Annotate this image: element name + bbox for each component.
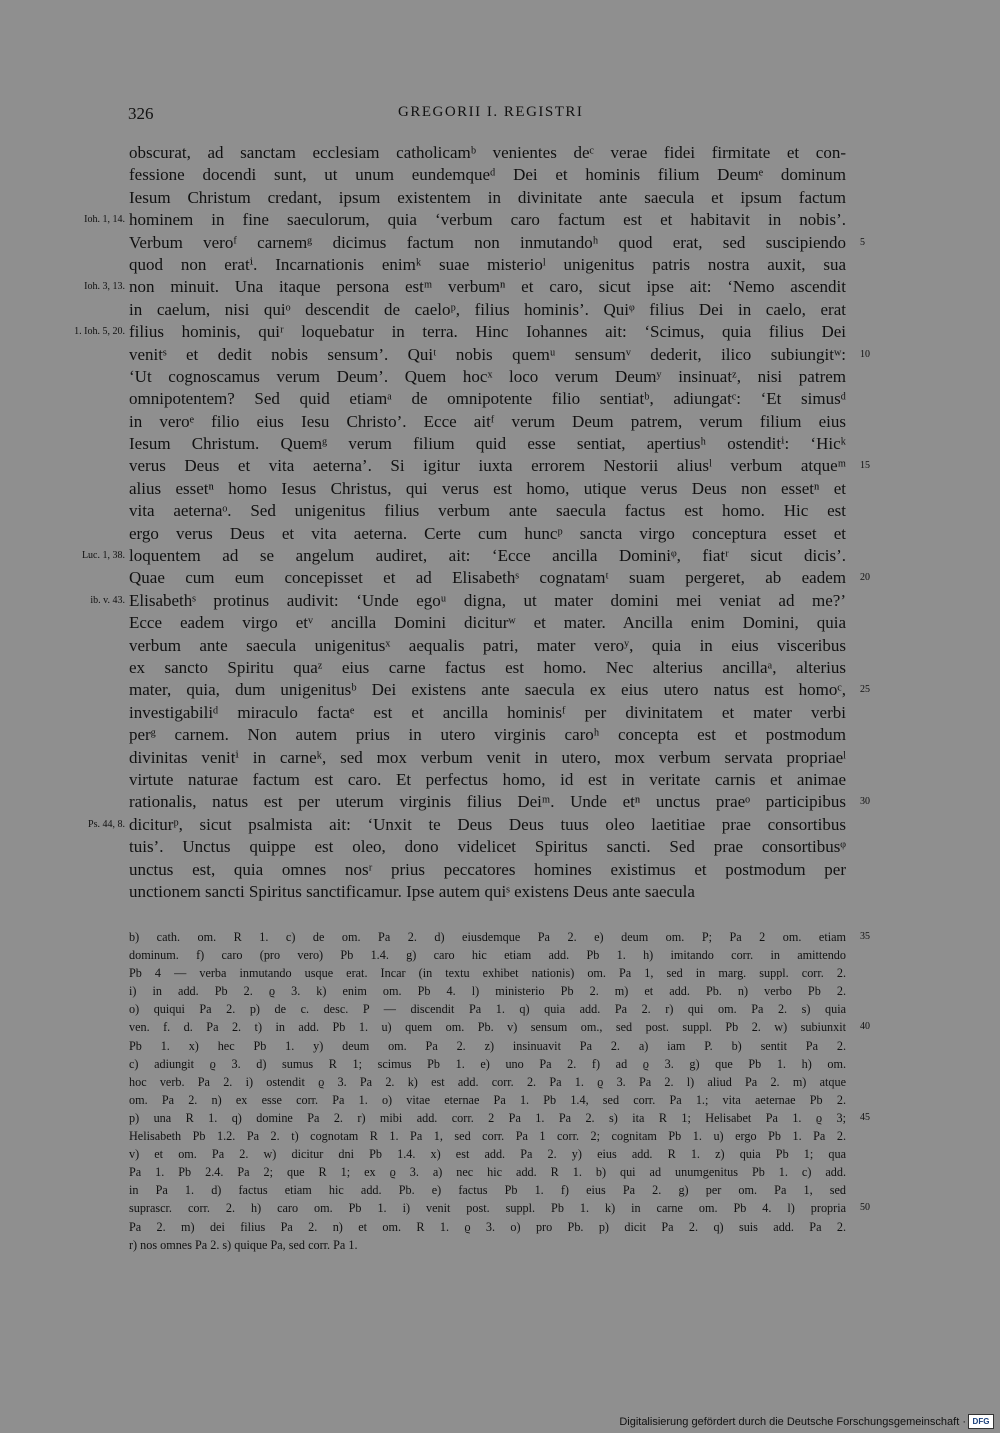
line-text: fessione docendi sunt, ut unum eundemqueᵈ Dei et hominis filium Deumᵉ dominum xyxy=(129,165,846,185)
footnote-text: v) et om. Pa 2. w) dicitur dni Pb 1.4. x) est add. Pa 2. y) eius add. R 1. z) quia Pb 1; qua xyxy=(129,1147,846,1162)
text-line xyxy=(0,366,1000,388)
footnote-line xyxy=(0,928,1000,946)
text-line xyxy=(0,814,1000,836)
line-text: obscurat, ad sanctam ecclesiam catholicamᵇ venientes deᶜ verae fidei firmitate et con- xyxy=(129,143,846,162)
footnote-text: Pb 4 — verba inmutando usque erat. Incar (in textu exhibet nationis) om. Pa 1, sed in marg. suppl. corr. 2. xyxy=(129,966,846,981)
line-text: verbum ante saecula unigenitusˣ aequalis patri, mater veroʸ, quia in eius visceribus xyxy=(129,635,846,655)
text-line xyxy=(0,209,1000,231)
footnote-text: o) quiqui Pa 2. p) de c. desc. P — discendit Pa 1. q) quia add. Pa 2. r) qui om. Pa 2. s) quia xyxy=(129,1002,846,1017)
line-number: 10 xyxy=(860,348,870,360)
line-text: in caelum, nisi quiᵒ descendit de caeloᵖ, filius hominis’. Quiᵠ filius Dei in caelo, erat xyxy=(129,299,846,319)
line-text: mater, quia, dum unigenitusᵇ Dei existens ante saecula ex eius utero natus est homoᶜ, xyxy=(129,680,846,700)
dfg-logo-icon: DFG xyxy=(968,1414,994,1429)
line-text: hominem in fine saeculorum, quia ‘verbum caro factum est et habitavit in nobis’. xyxy=(129,210,846,230)
text-line xyxy=(0,164,1000,186)
line-number: 35 xyxy=(860,931,870,942)
footnote-line xyxy=(0,1055,1000,1073)
line-text: rationalis, natus est per uterum virginis filius Deiᵐ. Unde etⁿ unctus praeᵒ participibus xyxy=(129,792,846,812)
line-text: venitˢ et dedit nobis sensum’. Quiᵗ nobis quemᵘ sensumᵛ dederit, ilico subiungitʷ: xyxy=(129,344,846,364)
text-line xyxy=(0,724,1000,746)
text-line xyxy=(0,321,1000,343)
line-number: 50 xyxy=(860,1202,870,1214)
text-line xyxy=(0,590,1000,612)
line-text: filius hominis, quiʳ loquebatur in terra. Hinc Iohannes ait: ‘Scimus, quia filius Dei xyxy=(129,322,846,342)
footnote-line xyxy=(0,1163,1000,1181)
line-number: 40 xyxy=(860,1021,870,1033)
footer-bar xyxy=(0,1411,1000,1433)
line-text: divinitas venitⁱ in carneᵏ, sed mox verbum venit in utero, mox verbum servata propriaeˡ xyxy=(129,747,846,767)
text-line xyxy=(0,187,1000,209)
text-line xyxy=(0,836,1000,858)
line-text: non minuit. Una itaque persona estᵐ verbumⁿ et caro, sicut ipse ait: ‘Nemo ascendit xyxy=(129,277,846,297)
footnote-text: om. Pa 2. n) ex esse corr. Pa 1. o) vitae eternae Pa 1. Pb 1.4, sed corr. Pa 1.; vita aeternae Pb 2. xyxy=(129,1092,846,1107)
footnote-text: Pa 2. m) dei filius Pa 2. n) et om. R 1. ϱ 3. o) pro Pb. p) dicit Pa 2. q) suis add. Pa 2. xyxy=(129,1219,846,1234)
footnote-line xyxy=(0,982,1000,1000)
line-text: ex sancto Spiritu quaᶻ eius carne factus est homo. Nec alterius ancillaᵃ, alterius xyxy=(129,657,846,677)
text-line xyxy=(0,299,1000,321)
footnotes xyxy=(0,928,1000,1254)
line-number: 45 xyxy=(860,1111,870,1123)
footnote-text: Helisabeth Pb 1.2. Pa 2. t) cognotam R 1. Pa 1, sed corr. Pa 1 corr. 2; cognitam Pb 1. u) ergo Pb 1. Pa 2. xyxy=(129,1129,846,1144)
footnote-line xyxy=(0,946,1000,964)
footnote-text: b) cath. om. R 1. c) de om. Pa 2. d) eiusdemque Pa 2. e) deum om. P; Pa 2 om. etiam xyxy=(129,930,846,944)
line-text: alius essetⁿ homo Iesus Christus, qui verus est homo, utique verus Deus non essetⁿ et xyxy=(129,478,846,498)
footnote-text: dominum. f) caro (pro vero) Pb 1.4. g) caro hic etiam add. Pb 1. h) imitando corr. in amittendo xyxy=(129,948,846,963)
line-text: unctus est, quia omnes nosʳ prius peccatores homines existimus et postmodum per xyxy=(129,859,846,879)
scripture-reference: Ioh. 1, 14. xyxy=(84,214,125,226)
text-line xyxy=(0,276,1000,298)
text-line xyxy=(0,657,1000,679)
footnote-text: suprascr. corr. 2. h) caro om. Pb 1. i) venit post. suppl. Pb 1. k) in carne om. Pb 4. l) propria xyxy=(129,1201,846,1216)
line-text: perᵍ carnem. Non autem prius in utero virginis caroʰ concepta est et postmodum xyxy=(129,725,846,745)
footnote-line xyxy=(0,1218,1000,1236)
footnote-line xyxy=(0,1236,1000,1254)
footnote-text: p) una R 1. q) domine Pa 2. r) mibi add. corr. 2 Pa 1. Pa 2. s) ita R 1; Helisabet Pa 1. ϱ 3; xyxy=(129,1110,846,1125)
text-line xyxy=(0,232,1000,254)
line-number: 30 xyxy=(860,796,870,808)
text-line xyxy=(0,455,1000,477)
line-text: unctionem sancti Spiritus sanctificamur. Ipse autem quiˢ existens Deus ante saecula xyxy=(129,881,695,901)
footnote-line xyxy=(0,1000,1000,1018)
footnote-line xyxy=(0,1018,1000,1036)
footnote-line xyxy=(0,1181,1000,1199)
footnote-text: in Pa 1. d) factus etiam hic add. Pb. e) factus Pb 1. f) eius Pa 2. g) per om. Pa 1, sed xyxy=(129,1183,846,1198)
footnote-text: c) adiungit ϱ 3. d) sumus R 1; scimus Pb 1. e) uno Pa 2. f) ad ϱ 3. g) que Pb 1. h) om. xyxy=(129,1056,846,1071)
line-text: Verbum veroᶠ carnemᵍ dicimus factum non inmutandoʰ quod erat, sed suscipiendo xyxy=(129,232,846,252)
line-text: virtute naturae factum est caro. Et perfectus homo, id est in veritate carnis et animae xyxy=(129,769,846,789)
footnote-line xyxy=(0,1037,1000,1055)
text-line xyxy=(0,545,1000,567)
text-line xyxy=(0,142,1000,164)
line-number: 20 xyxy=(860,572,870,584)
text-line xyxy=(0,478,1000,500)
scripture-reference: ib. v. 43. xyxy=(90,594,125,606)
footnote-line xyxy=(0,1145,1000,1163)
footnote-text: Pb 1. x) hec Pb 1. y) deum om. Pa 2. z) insinuavit Pa 2. a) iam P. b) sentit Pa 2. xyxy=(129,1038,846,1053)
line-number: 5 xyxy=(860,236,865,248)
text-line xyxy=(0,523,1000,545)
line-text: Iesum Christum credant, ipsum existentem in divinitate ante saecula et ipsum factum xyxy=(129,187,846,207)
scripture-reference: 1. Ioh. 5, 20. xyxy=(74,326,125,338)
line-text: investigabiliᵈ miraculo factaᵉ est et ancilla hominisᶠ per divinitatem et mater verbi xyxy=(129,702,846,722)
funding-credit: Digitalisierung gefördert durch die Deutsche Forschungsgemeinschaft · xyxy=(619,1416,966,1428)
text-line xyxy=(0,859,1000,881)
line-text: Quae cum eum concepisset et ad Elisabethˢ cognatamᵗ suam pergeret, ab eadem xyxy=(129,568,846,588)
line-text: Iesum Christum. Quemᵍ verum filium quid esse sentiat, apertiusʰ ostenditⁱ: ‘Hicᵏ xyxy=(129,434,846,454)
page-number: 326 xyxy=(128,104,154,123)
line-text: verus Deus et vita aeterna’. Si igitur iuxta errorem Nestorii aliusˡ verbum atqueᵐ xyxy=(129,456,846,476)
text-line xyxy=(0,344,1000,366)
footnote-line xyxy=(0,1127,1000,1145)
text-line xyxy=(0,411,1000,433)
line-text: quod non eratⁱ. Incarnationis enimᵏ suae misterioˡ unigenitus patris nostra auxit, sua xyxy=(129,254,846,274)
text-line xyxy=(0,769,1000,791)
line-text: diciturᵖ, sicut psalmista ait: ‘Unxit te Deus Deus tuus oleo laetitiae prae consortibus xyxy=(129,814,846,834)
text-line xyxy=(0,612,1000,634)
footnote-text: r) nos omnes Pa 2. s) quique Pa, sed corr. Pa 1. xyxy=(129,1237,358,1252)
text-line xyxy=(0,679,1000,701)
main-text xyxy=(0,142,1000,903)
line-text: Ecce eadem virgo etᵛ ancilla Domini diciturʷ et mater. Ancilla enim Domini, quia xyxy=(129,613,846,633)
line-text: in veroᵉ filio eius Iesu Christo’. Ecce aitᶠ verum Deum patrem, verum filium eius xyxy=(129,411,846,431)
page-header xyxy=(128,104,848,128)
text-line xyxy=(0,747,1000,769)
footnote-text: ven. f. d. Pa 2. t) in add. Pb 1. u) quem om. Pb. v) sensum om., sed post. suppl. Pb 2. w) subiunxit xyxy=(129,1020,846,1035)
text-line xyxy=(0,500,1000,522)
running-title: GREGORII I. REGISTRI xyxy=(398,104,584,120)
scripture-reference: Ps. 44, 8. xyxy=(88,818,125,830)
footnote-text: Pa 1. Pb 2.4. Pa 2; que R 1; ex ϱ 3. a) nec hic add. R 1. b) qui ad unumgenitus Pb 1. c) add. xyxy=(129,1165,846,1180)
line-text: omnipotentem? Sed quid etiamᵃ de omnipotente filio sentiatᵇ, adiungatᶜ: ‘Et simusᵈ xyxy=(129,389,846,409)
line-number: 25 xyxy=(860,684,870,696)
footnote-line xyxy=(0,1199,1000,1217)
footnote-line xyxy=(0,1073,1000,1091)
footnote-text: hoc verb. Pa 2. i) ostendit ϱ 3. Pa 2. k) est add. corr. 2. Pa 1. ϱ 3. Pa 2. l) aliud Pa 2. m) atque xyxy=(129,1074,846,1089)
footnote-line xyxy=(0,1109,1000,1127)
line-text: tuis’. Unctus quippe est oleo, dono videlicet Spiritus sancti. Sed prae consortibusᵠ xyxy=(129,837,846,857)
footnote-line xyxy=(0,1091,1000,1109)
footnote-text: i) in add. Pb 2. ϱ 3. k) enim om. Pb 4. l) ministerio Pb 2. m) et add. Pb. n) verbo Pb 2. xyxy=(129,984,846,999)
footnote-line xyxy=(0,964,1000,982)
scripture-reference: Ioh. 3, 13. xyxy=(84,281,125,293)
line-text: Elisabethˢ protinus audivit: ‘Unde egoᵘ digna, ut mater domini mei veniat ad me?’ xyxy=(129,590,846,610)
text-line xyxy=(0,254,1000,276)
text-line xyxy=(0,635,1000,657)
text-line xyxy=(0,433,1000,455)
line-text: ergo verus Deus et vita aeterna. Certe cum huncᵖ sancta virgo conceptura esset et xyxy=(129,523,846,543)
text-line xyxy=(0,791,1000,813)
text-line xyxy=(0,567,1000,589)
line-text: vita aeternaᵒ. Sed unigenitus filius verbum ante saecula factus est homo. Hic est xyxy=(129,501,846,521)
line-number: 15 xyxy=(860,460,870,472)
scripture-reference: Luc. 1, 38. xyxy=(81,550,125,562)
text-line xyxy=(0,702,1000,724)
line-text: loquentem ad se angelum audiret, ait: ‘Ecce ancilla Dominiᵠ, fiatʳ sicut dicis’. xyxy=(129,546,846,566)
text-line xyxy=(0,881,1000,903)
line-text: ‘Ut cognoscamus verum Deum’. Quem hocˣ loco verum Deumʸ insinuatᶻ, nisi patrem xyxy=(129,366,846,386)
text-line xyxy=(0,388,1000,410)
